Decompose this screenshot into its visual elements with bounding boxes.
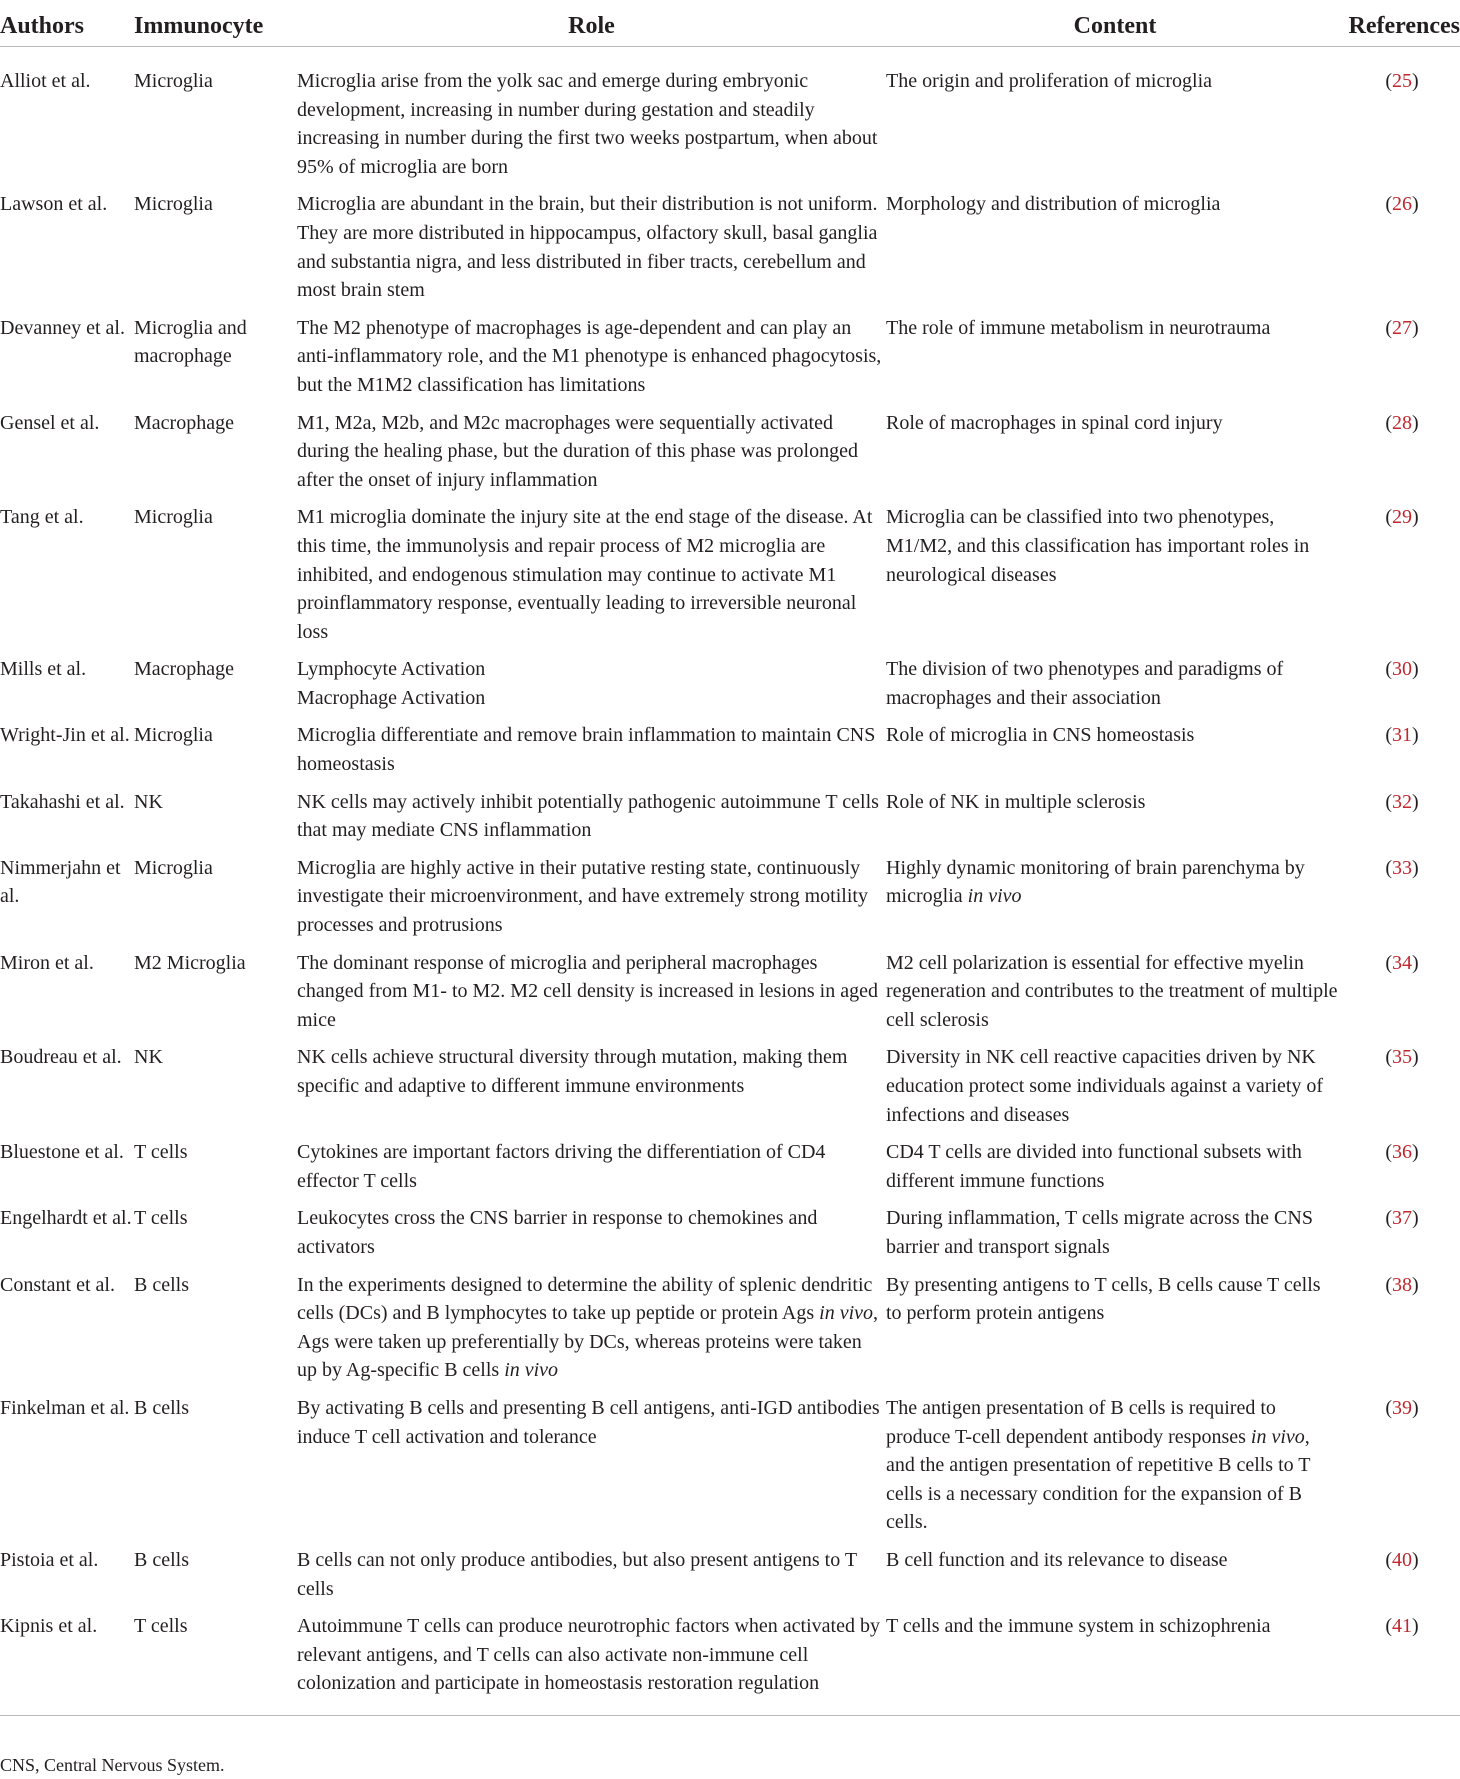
cell-immunocyte: Microglia [134,856,213,879]
cell-immunocyte: M2 Microglia [134,951,246,974]
cell-author: Wright-Jin et al. [0,724,130,747]
header-row [0,0,1460,47]
cell-immunocyte: T cells [134,1612,297,1715]
header-role: Role [297,0,886,47]
reference-link[interactable]: 41 [1392,1615,1412,1638]
cell-role: Microglia are highly active in their putative resting state, continuously investigate their microenvironment, and have extremely strong motility processes and protrusions [297,856,868,937]
cell-immunocyte: B cells [134,1273,189,1296]
role-line: Macrophage Activation [297,686,486,709]
cell-author: Bluestone et al. [0,1141,124,1164]
table-body [0,47,1460,1716]
cell-role: Microglia differentiate and remove brain inflammation to maintain CNS homeostasis [297,724,876,776]
cell-author: Pistoia et al. [0,1548,99,1571]
cell-role [297,655,886,721]
cell-role: Leukocytes cross the CNS barrier in response to chemokines and activators [297,1207,818,1258]
cell-role: Autoimmune T cells can produce neurotrophic factors when activated by relevant antigens, and T cells can also activate non-immune cell colonization and participate in homeostasis restoration regulation [297,1612,886,1715]
table-row [0,854,1460,949]
reference-link[interactable]: 26 [1392,193,1412,216]
cell-reference: (37) [1385,1207,1419,1230]
table-row [0,47,1460,191]
cell-author: Mills et al. [0,658,87,681]
cell-reference: (29) [1385,506,1419,529]
cell-content: The origin and proliferation of microglia [886,70,1213,92]
cell-author: Constant et al. [0,1273,115,1296]
header-content: Content [886,0,1344,47]
cell-role: M1 microglia dominate the injury site at the end stage of the disease. At this time, the immunolysis and repair process of M2 microglia are inhibited, and endogenous stimulation may continue to activate M1 proinflammatory response, eventually leading to irreversible neuronal loss [297,506,873,643]
cell-role: The dominant response of microglia and peripheral macrophages changed from M1- to M2. M2 cell density is increased in lesions in aged mice [297,951,878,1031]
table-row [0,314,1460,409]
cell-author: Takahashi et al. [0,790,125,813]
cell-role: In the experiments designed to determine the ability of splenic dendritic cells (DCs) and B lymphocytes to take up peptide or protein Ags in vivo, Ags were taken up preferentially by DCs, whereas proteins were taken up by Ag-specific B cells in vivo [297,1273,879,1382]
cell-role: M1, M2a, M2b, and M2c macrophages were sequentially activated during the healing phase, but the duration of this phase was prolonged after the onset of injury inflammation [297,411,858,491]
cell-content: During inflammation, T cells migrate across the CNS barrier and transport signals [886,1207,1313,1258]
cell-role: Microglia arise from the yolk sac and emerge during embryonic development, increasing in number during gestation and steadily increasing in number during the first two weeks postpartum, when about 95% of microglia are born [297,70,878,178]
cell-reference: (25) [1385,70,1419,92]
table-row [0,721,1460,787]
cell-immunocyte: Macrophage [134,411,234,434]
cell-immunocyte: NK [134,1046,163,1069]
cell-reference: (31) [1385,724,1419,747]
cell-immunocyte: Microglia and macrophage [134,316,247,368]
reference-link[interactable]: 39 [1392,1396,1412,1419]
cell-reference: (40) [1385,1548,1419,1571]
cell-immunocyte: B cells [134,1548,189,1571]
cell-reference: (34) [1385,951,1419,974]
cell-reference: (30) [1385,658,1419,681]
cell-role: NK cells achieve structural diversity through mutation, making them specific and adaptive to different immune environments [297,1046,848,1097]
table-row [0,788,1460,854]
cell-content: Highly dynamic monitoring of brain parenchyma by microglia in vivo [886,856,1305,908]
reference-link[interactable]: 32 [1392,790,1412,813]
cell-content: Role of macrophages in spinal cord injury [886,411,1223,434]
cell-content: Role of microglia in CNS homeostasis [886,724,1195,747]
cell-content: The antigen presentation of B cells is required to produce T-cell dependent antibody responses in vivo, and the antigen presentation of repetitive B cells to T cells is a necessary condition for the expansion of B cells. [886,1396,1311,1534]
table-row [0,1204,1460,1270]
cell-role: By activating B cells and presenting B cell antigens, anti-IGD antibodies induce T cell activation and tolerance [297,1396,880,1448]
table-row [0,1043,1460,1138]
reference-link[interactable]: 38 [1392,1273,1412,1296]
cell-content: CD4 T cells are divided into functional subsets with different immune functions [886,1141,1302,1192]
cell-reference: (32) [1385,790,1419,813]
role-line: Lymphocyte Activation [297,658,486,681]
cell-author: Engelhardt et al. [0,1207,132,1230]
reference-link[interactable]: 31 [1392,724,1412,747]
cell-reference: (36) [1385,1141,1419,1164]
cell-author: Lawson et al. [0,193,108,216]
reference-link[interactable]: 37 [1392,1207,1412,1230]
cell-reference: (33) [1385,856,1419,879]
table-row [0,949,1460,1044]
reference-link[interactable]: 33 [1392,856,1412,879]
cell-reference: (38) [1385,1273,1419,1296]
cell-content: The division of two phenotypes and paradigms of macrophages and their association [886,658,1284,709]
cell-immunocyte: T cells [134,1207,188,1230]
cell-content: M2 cell polarization is essential for effective myelin regeneration and contributes to the treatment of multiple cell sclerosis [886,951,1338,1031]
cell-author: Tang et al. [0,506,84,529]
table-footnote: CNS, Central Nervous System. [0,1755,225,1775]
reference-link[interactable]: 40 [1392,1548,1412,1571]
cell-author: Boudreau et al. [0,1046,122,1069]
header-authors: Authors [0,0,134,47]
table-row [0,190,1460,313]
cell-content: T cells and the immune system in schizophrenia [886,1612,1344,1715]
cell-author: Nimmerjahn et al. [0,856,121,908]
cell-content: Morphology and distribution of microglia [886,193,1221,216]
reference-link[interactable]: 35 [1392,1046,1412,1069]
table-row [0,655,1460,721]
cell-immunocyte: B cells [134,1396,189,1419]
cell-content: By presenting antigens to T cells, B cells cause T cells to perform protein antigens [886,1273,1321,1325]
reference-link[interactable]: 34 [1392,951,1412,974]
table-row [0,1546,1460,1612]
cell-author: Gensel et al. [0,411,100,434]
cell-content: The role of immune metabolism in neurotrauma [886,316,1271,339]
cell-content: Microglia can be classified into two phenotypes, M1/M2, and this classification has important roles in neurological diseases [886,506,1310,586]
cell-reference: (41) [1344,1612,1460,1715]
header-references: References [1344,0,1460,47]
cell-role: Cytokines are important factors driving the differentiation of CD4 effector T cells [297,1141,826,1192]
reference-link[interactable]: 27 [1392,316,1412,339]
cell-immunocyte: Microglia [134,724,213,747]
reference-link[interactable]: 36 [1392,1141,1412,1164]
table-row [0,1394,1460,1546]
cell-role: NK cells may actively inhibit potentially pathogenic autoimmune T cells that may mediate CNS inflammation [297,790,879,842]
cell-reference: (39) [1385,1396,1419,1419]
cell-role: The M2 phenotype of macrophages is age-dependent and can play an anti-inflammatory role, and the M1 phenotype is enhanced phagocytosis, but the M1M2 classification has limitations [297,316,882,396]
cell-immunocyte: Microglia [134,193,213,216]
cell-reference: (26) [1385,193,1419,216]
cell-role: B cells can not only produce antibodies, but also present antigens to T cells [297,1548,857,1600]
reference-link[interactable]: 28 [1392,411,1412,434]
cell-reference: (35) [1385,1046,1419,1069]
cell-author: Devanney et al. [0,316,125,339]
cell-immunocyte: Microglia [134,70,213,92]
cell-reference: (27) [1385,316,1419,339]
reference-link[interactable]: 29 [1392,506,1412,529]
table-row [0,1138,1460,1204]
cell-content: Diversity in NK cell reactive capacities driven by NK education protect some individuals against a variety of infections and diseases [886,1046,1324,1126]
cell-immunocyte: Macrophage [134,658,234,681]
reference-link[interactable]: 25 [1392,70,1412,92]
cell-author: Finkelman et al. [0,1396,130,1419]
cell-content: Role of NK in multiple sclerosis [886,790,1146,813]
cell-immunocyte: NK [134,790,163,813]
table-row [0,409,1460,504]
cell-author: Miron et al. [0,951,94,974]
cell-role: Microglia are abundant in the brain, but their distribution is not uniform. They are more distributed in hippocampus, olfactory skull, basal ganglia and substantia nigra, and less distributed in fiber tracts, cerebellum and most brain stem [297,193,878,302]
header-immunocyte: Immunocyte [134,0,297,47]
cell-author: Kipnis et al. [0,1612,134,1715]
cell-immunocyte: Microglia [134,506,213,529]
reference-link[interactable]: 30 [1392,658,1412,681]
table-row [0,503,1460,655]
table-row [0,1612,1460,1715]
cell-reference: (28) [1385,411,1419,434]
cell-content: B cell function and its relevance to disease [886,1548,1228,1571]
cell-immunocyte: T cells [134,1141,188,1164]
table-row [0,1271,1460,1394]
cell-author: Alliot et al. [0,70,91,92]
